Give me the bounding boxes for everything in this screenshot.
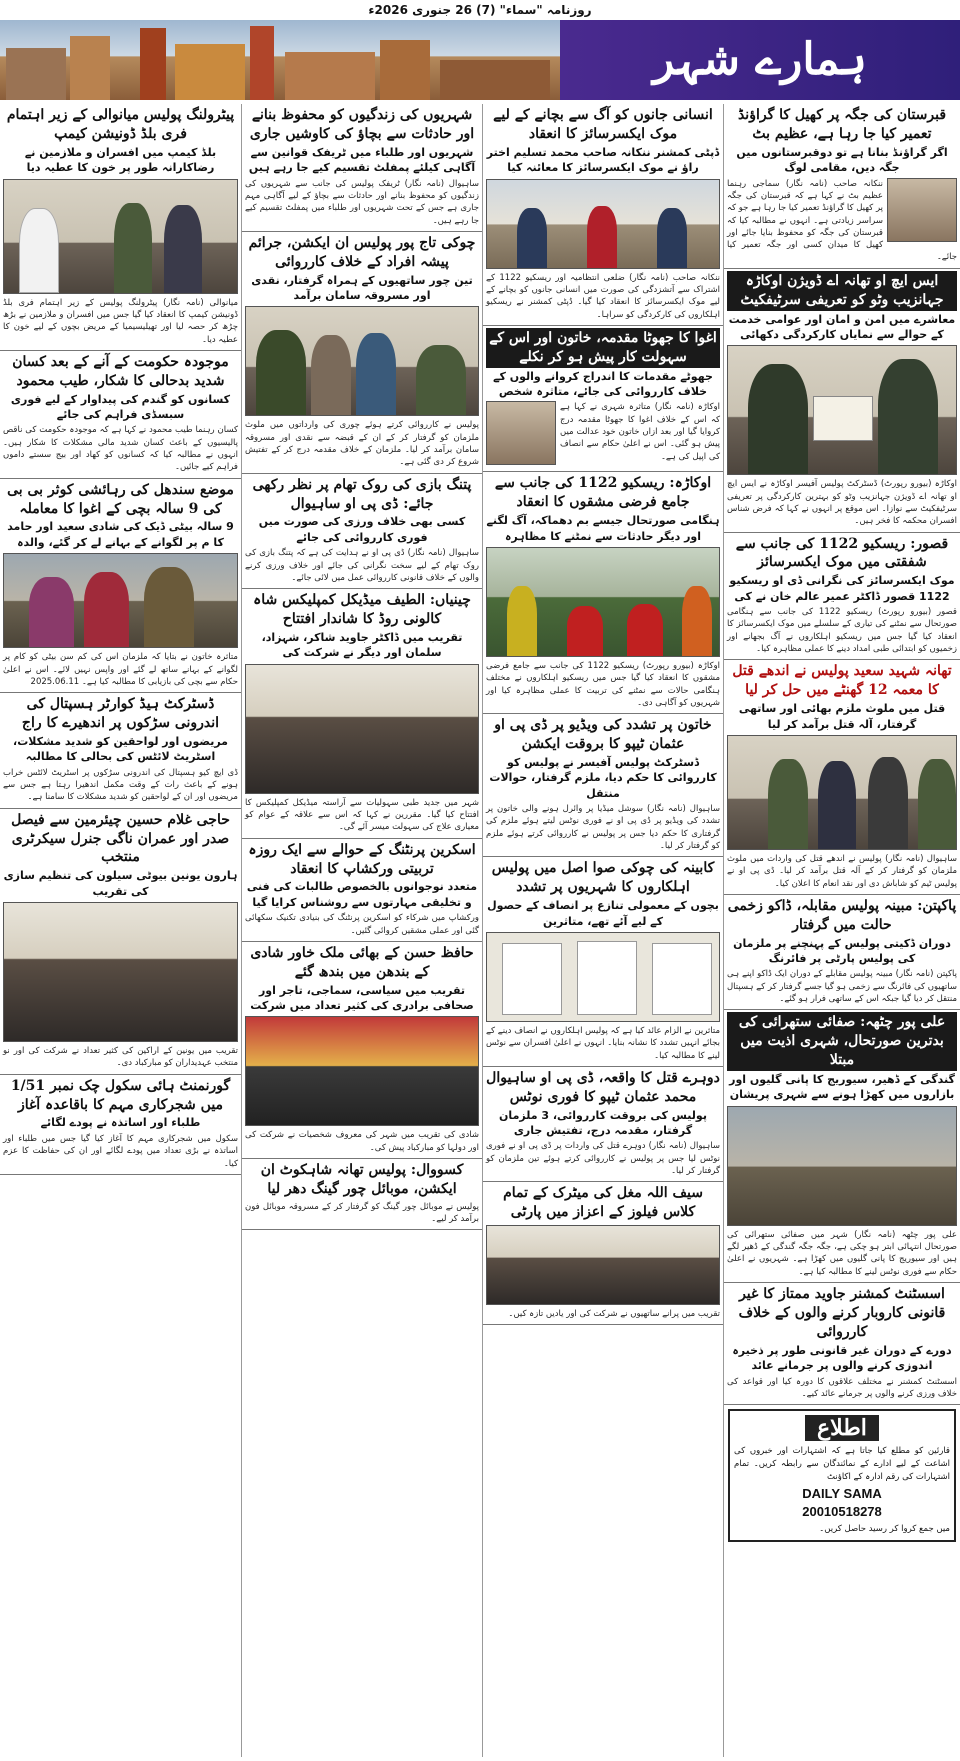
article <box>724 1283 960 1405</box>
portrait-photo <box>486 401 556 465</box>
article-body: ننکانہ صاحب (نامہ نگار) سماجی رہنما عظیم بٹ نے کہا ہے کہ قبرستان کی جگہ پر کھیل کا گراؤنڈ تعمیر کیا جا رہا ہے جو کہ سراسر زیادتی ہے۔ انہوں نے مطالبہ کیا کہ قبرستان کی جگہ کو محفوظ بنایا جائے اور کھیل کا میدان کسی اور جگہ تعمیر کیا جائے۔ <box>727 178 957 263</box>
account-number: 20010518278 <box>802 1504 882 1520</box>
headline: موجودہ حکومت کے آنے کے بعد کسان شدید بدحالی کا شکار، طیب محمود <box>12 353 229 389</box>
article-body: ساہیوال (نامہ نگار) ٹریفک پولیس کی جانب سے شہریوں کی زندگیوں کو محفوظ بنانے اور حادثات سے بچاؤ کے لیے آگاہی مہم جاری ہے جس کے تحت شہریوں اور طلباء میں پمفلٹ تقسیم کیے جا رہے ہیں۔ <box>245 178 479 226</box>
subheadline: پولیس کی بروقت کارروائی، 3 ملزمان گرفتار، مقدمہ درج، تفتیش جاری <box>499 1108 707 1138</box>
article-body: شہر میں جدید طبی سہولیات سے آراستہ میڈیکل کمپلیکس کا افتتاح کیا گیا۔ مقررین نے کہا کہ اس سے علاقہ کے عوام کو معیاری علاج کی سہولت میسر آئے گی۔ <box>245 797 479 833</box>
subheadline: جھوٹے مقدمات کا اندراج کروانے والوں کے خلاف کارروائی کی جائے، متاثرہ شخص <box>493 369 713 398</box>
garbage-street-photo <box>727 1106 957 1226</box>
subheadline: بلڈ کیمپ میں افسران و ملازمین نے رضاکارانہ طور پر خون کا عطیہ دیا <box>24 145 217 175</box>
article <box>242 942 482 1159</box>
subheadline: معاشرے میں امن و امان اور عوامی خدمت کے حوالے سے نمایاں کارکردگی دکھائی <box>728 312 956 341</box>
subheadline: تقریب میں سیاسی، سماجی، تاجر اور صحافی برادری کی کثیر تعداد میں شرکت <box>250 983 474 1012</box>
article <box>242 474 482 590</box>
article-body: ساہیوال (نامہ نگار) دوہرے قتل کی واردات پر ڈی پی او نے فوری نوٹس لیا جس پر پولیس نے کارروائی کرتے ہوئے تین ملزمان کو گرفتار کر لیا۔ <box>486 1141 720 1177</box>
article <box>242 232 482 474</box>
headline: حافظ حسن کے بھائی ملک خاور شادی کے بندھن میں بندھ گئے <box>250 944 474 980</box>
article-body: اوکاڑہ (بیورو رپورٹ) ڈسٹرکٹ پولیس آفیسر اوکاڑہ نے ایس ایچ او تھانہ اے ڈویژن جہانزیب وٹو کو بہترین کارکردگی پر تعریفی سرٹیفکیٹ سے نوازا۔ اس موقع پر انہوں نے کہا کہ فرض شناس افسران محکمہ کا فخر ہیں۔ <box>727 479 957 527</box>
article-body: تقریب میں پرانے ساتھیوں نے شرکت کی اور یادیں تازہ کیں۔ <box>508 1309 720 1320</box>
account-name: DAILY SAMA <box>802 1486 882 1502</box>
article <box>483 472 723 714</box>
article-body: پولیس نے موبائل چور گینگ کو گرفتار کر کے مسروقہ موبائل فون برآمد کر لیے۔ <box>245 1201 479 1225</box>
article <box>724 104 960 269</box>
headline: گورنمنٹ ہائی سکول چک نمبر 1/51 میں شجرکاری مہم کا باقاعدہ آغاز <box>10 1077 231 1113</box>
column-2 <box>482 104 723 1757</box>
headline: اسسٹنٹ کمشنر جاوید ممتاز کا غیر قانونی کاروبار کرنے والوں کے خلاف کارروائی <box>738 1286 946 1340</box>
notice-title: اطلاع <box>805 1415 879 1441</box>
subheadline: دورے کے دوران غیر قانونی طور پر ذخیرہ اندوزی کرنے والوں پر جرمانے عائد <box>732 1343 952 1373</box>
headline: قصور: ریسکیو 1122 کی جانب سے شفقتی میں موک ایکسرسائز <box>735 535 949 571</box>
subheadline: ہنگامی صورتحال جیسے بم دھماکہ، آگ لگنے اور دیگر حادثات سے نمٹنے کا مظاہرہ <box>486 514 720 543</box>
headline: کابینہ کی چوکی صوا اصل میں پولیس اہلکاروں کا شہریوں پر تشدد <box>491 860 715 896</box>
subheadline: 9 سالہ بیٹی ڈیک کی شادی سعید اور حامد کا م پر لگوانے کے بہانے لے کر گئے، والدہ <box>7 520 234 549</box>
subheadline: اگر گراؤنڈ بنانا ہے تو دوقبرستانوں میں جگہ دیں، مقامی لوگ <box>736 145 948 175</box>
article-body: پولیس نے کارروائی کرتے ہوئے چوری کی وارداتوں میں ملوث ملزمان کو گرفتار کر کے ان کے قبضہ سے نقدی اور مسروقہ سامان برآمد کر لیا۔ ملزمان کے خلاف مقدمہ درج کر کے تفتیش شروع کر دی گئی ہے۔ <box>245 420 479 468</box>
notice-box <box>728 1409 956 1542</box>
notice-footer: میں جمع کروا کر رسید حاصل کریں۔ <box>819 1524 950 1535</box>
article-body: ساہیوال (نامہ نگار) ڈی پی او نے ہدایت کی ہے کہ پتنگ بازی کی روک تھام کے لیے سخت نگرانی کی جائے اور خلاف ورزی کرنے والوں کے خلاف قانونی کارروائی عمل میں لائی جائے۔ <box>245 548 479 583</box>
blood-camp-photo <box>3 179 238 294</box>
rescue-drill-photo <box>486 547 720 657</box>
headline: خاتون پر تشدد کی ویڈیو پر ڈی پی او عثمان ٹیپو کا بروقت ایکشن <box>494 717 712 753</box>
subheadline: کسی بھی خلاف ورزی کی صورت میں فوری کارروائی کی جائے <box>258 515 466 544</box>
subheadline: طلباء اور اساتذہ نے پودے لگائے <box>40 1116 201 1130</box>
subheadline: متعدد نوجوانوں بالخصوص طالبات کی فنی و تخلیقی مہارتوں سے روشناس کرایا گیا <box>246 880 478 909</box>
arrested-thieves-photo <box>245 306 479 416</box>
subheadline: شہریوں اور طلباء میں ٹریفک قوانین سے آگاہی کیلئے پمفلٹ تقسیم کیے جا رہے ہیں <box>248 145 476 175</box>
masthead-banner <box>0 20 960 100</box>
headline: اوکاڑہ: ریسکیو 1122 کی جانب سے جامع فرضی مشقوں کا انعقاد <box>494 475 712 511</box>
subheadline: تین چور ساتھیوں کے ہمراہ گرفتار، نقدی اور مسروقہ سامان برآمد <box>251 273 473 302</box>
wedding-photo <box>245 1016 479 1126</box>
article-body: ورکشاپ میں شرکاء کو اسکرین پرنٹنگ کی بنیادی تکنیک سکھائی گئی اور عملی مشقیں کروائی گئیں۔ <box>245 913 479 936</box>
headline: قبرستان کی جگہ پر کھیل کا گراؤنڈ تعمیر کیا جا رہا ہے، عظیم بٹ <box>737 107 947 142</box>
article <box>0 809 241 1075</box>
article <box>483 326 723 473</box>
headline: سیف اللہ مغل کی میٹرک کے تمام کلاس فیلوز کے اعزاز میں پارٹی <box>503 1185 703 1221</box>
article-body: کسان رہنما طیب محمود نے کہا ہے کہ موجودہ حکومت کی ناقص پالیسیوں کے باعث کسان شدید مالی مشکلات کا شکار ہیں۔ انہوں نے مطالبہ کیا کہ کسانوں کو کھاد اور بیج سستے داموں فراہم کیے جائیں۔ <box>3 425 238 473</box>
headline: پاکپتن: مبینہ پولیس مقابلہ، ڈاکو زخمی حالت میں گرفتار <box>727 897 957 933</box>
article <box>483 1182 723 1325</box>
headline: اغوا کا جھوٹا مقدمہ، خاتون اور اس کے سہولت کار پیش ہو کر نکلے <box>486 328 720 368</box>
article-body: علی پور چٹھہ (نامہ نگار) شہر میں صفائی ستھرائی کی صورتحال انتہائی ابتر ہو چکی ہے، جگہ جگہ گندگی کے ڈھیر لگے ہیں اور سیوریج کا پانی گلیوں میں کھڑا ہے۔ شہریوں نے اعلیٰ حکام سے فوری نوٹس لینے کا مطالبہ کیا ہے۔ <box>727 1229 957 1277</box>
article <box>483 714 723 857</box>
headline: چوکی تاج پور پولیس ان ایکشن، جرائم پیشہ افراد کے خلاف کارروائی <box>248 234 476 270</box>
article <box>724 895 960 1011</box>
headline: حاجی غلام حسین چیئرمین سے فیصل صدر اور عمران ناگی جنرل سیکرٹری منتخب <box>11 811 230 866</box>
headline: کسووال: پولیس تھانہ شاہکوٹ ان ایکشن، موبائل چور گینگ دھر لیا <box>260 1162 464 1197</box>
article <box>0 479 241 694</box>
article-body: اوکاڑہ (نامہ نگار) متاثرہ شہری نے کہا ہے کہ اس کے خلاف اغوا کا جھوٹا مقدمہ درج کروایا گیا اور بعد ازاں خاتون خود عدالت میں پیش ہو گئی۔ اس نے اعلیٰ حکام سے انصاف کی اپیل کی ہے۔ <box>560 402 720 462</box>
article-body: ساہیوال (نامہ نگار) پولیس نے اندھے قتل کی واردات میں ملوث ملزمان کو گرفتار کر کے آلہ قتل برآمد کر لیا۔ ڈی پی او نے پولیس ٹیم کو شاباش دی اور نقد انعام کا اعلان کیا۔ <box>727 853 957 889</box>
union-group-photo <box>3 902 238 1042</box>
section-brand-title: ہمارے شہر <box>560 20 960 100</box>
family-photo <box>3 553 238 648</box>
certificate-photo <box>727 345 957 475</box>
article <box>0 351 241 479</box>
article-body: ڈی ایچ کیو ہسپتال کی اندرونی سڑکوں پر اسٹریٹ لائٹس خراب ہونے کے باعث رات کے وقت مکمل اندھیرا رہتا ہے جس سے مریضوں اور ان کے لواحقین کو شدید مشکلات کا سامنا ہے۔ <box>3 767 238 803</box>
subheadline: ڈپٹی کمشنر ننکانہ صاحب محمد تسلیم اختر راؤ نے موک ایکسرسائز کا معائنہ کیا <box>486 145 720 175</box>
article <box>242 839 482 942</box>
article-body: اوکاڑہ (بیورو رپورٹ) ریسکیو 1122 کی جانب سے جامع فرضی مشقوں کا انعقاد کیا گیا جس میں ریسکیو اہلکاروں نے مختلف ہنگامی حالات سے نمٹنے کی تربیت کا عملی مظاہرہ کیا اور شہریوں کو آگاہی دی۔ <box>486 660 720 708</box>
article <box>724 1010 960 1283</box>
article <box>242 104 482 232</box>
article <box>242 1159 482 1230</box>
headline: ایس ایچ او تھانہ اے ڈویژن اوکاڑہ جہانزیب وٹو کو تعریفی سرٹیفکیٹ <box>727 271 957 311</box>
subheadline: ڈسٹرکٹ پولیس آفیسر نے پولیس کو کارروائی کا حکم دیا، ملزم گرفتار، حوالات منتقل <box>489 755 717 800</box>
article-body: متاثرہ خاتون نے بتایا کہ ملزمان اس کی کم سن بیٹی کو کام پر لگوانے کے بہانے ساتھ لے گئے اور واپس نہیں لائے۔ اس نے اعلیٰ حکام سے بچی کی بازیابی کا مطالبہ کیا ہے۔ 2025.06.11 <box>3 652 238 687</box>
subheadline: موک ایکسرسائز کی نگرانی ڈی او ریسکیو 1122 قصور ڈاکٹر عمیر عالم خان نے کی <box>729 574 955 603</box>
subheadline: ہارون یونین بیوٹی سیلون کی تنظیم سازی کی تقریب <box>3 869 238 898</box>
article <box>0 104 241 351</box>
article-body: قصور (بیورو رپورٹ) ریسکیو 1122 کی جانب سے ہنگامی صورتحال سے نمٹنے کی تیاری کے سلسلے میں موک ایکسرسائز کا انعقاد کیا گیا جس میں ریسکیو اہلکاروں نے آگ بجھانے اور زخمیوں کو ابتدائی طبی امداد دینے کا عملی مظاہرہ کیا۔ <box>727 607 957 655</box>
subheadline: کسانوں کو گندم کی پیداوار کے لیے فوری سبسڈی فراہم کی جائے <box>10 392 231 421</box>
article-body: شادی کی تقریب میں شہر کی معروف شخصیات نے شرکت کی اور دولہا کو مبارکباد پیش کی۔ <box>245 1130 479 1153</box>
article <box>724 660 960 895</box>
column-3 <box>241 104 482 1757</box>
class-fellows-photo <box>486 1225 720 1305</box>
portrait-photo <box>887 178 957 242</box>
subheadline: گندگی کے ڈھیر، سیوریج کا پانی گلیوں اور بازاروں میں کھڑا ہونے سے شہری پریشان <box>729 1073 955 1102</box>
headline: پیٹرولنگ پولیس میانوالی کے زیر اہتمام فری بلڈ ڈونیشن کیمپ <box>6 107 235 142</box>
headline: شہریوں کی زندگیوں کو محفوظ بنانے اور حادثات سے بچاؤ کی کاوشیں جاری <box>249 107 475 142</box>
article-body: تقریب میں یونین کے اراکین کی کثیر تعداد نے شرکت کی اور نو منتخب عہدیداران کو مبارکباد دی۔ <box>3 1046 238 1069</box>
headline: چینیاں: الطیف میڈیکل کمپلیکس شاہ کالونی روڈ کا شاندار افتتاح <box>253 592 471 628</box>
subheadline: تقریب میں ڈاکٹر جاوید شاکر، شہزاد، سلمان اور دیگر نے شرکت کی <box>261 630 463 660</box>
article <box>0 693 241 809</box>
article <box>483 857 723 1067</box>
headline: تھانہ شہید سعید پولیس نے اندھے قتل کا معمہ 12 گھنٹے میں حل کر لیا <box>732 663 952 699</box>
column-1 <box>723 104 960 1757</box>
article <box>483 1067 723 1183</box>
column-4 <box>0 104 241 1757</box>
inauguration-photo <box>245 664 479 794</box>
article-body: اسسٹنٹ کمشنر نے مختلف علاقوں کا دورہ کیا اور قواعد کی خلاف ورزی کرنے والوں پر جرمانے عائد کیے۔ <box>727 1376 957 1399</box>
article <box>483 104 723 326</box>
city-landmarks-image <box>0 20 560 100</box>
fire-drill-photo <box>486 179 720 269</box>
headline: علی پور چٹھہ: صفائی ستھرائی کی بدترین صورتحال، شہری اذیت میں مبتلا <box>727 1012 957 1071</box>
article <box>242 589 482 839</box>
article <box>724 533 960 661</box>
subheadline: دوران ڈکیتی پولیس کے پہنچنے پر ملزمان کی پولیس پارٹی پر فائرنگ <box>733 936 951 966</box>
article <box>724 269 960 533</box>
dateline: روزنامہ "سماء" (7) 26 جنوری 2026ء <box>368 3 592 17</box>
article-body: ساہیوال (نامہ نگار) سوشل میڈیا پر وائرل ہونے والی خاتون پر تشدد کی ویڈیو پر ڈی پی او نے فوری نوٹس لیتے ہوئے ملزم کی گرفتاری کا حکم دیا جس پر پولیس نے کارروائی کرتے ہوئے ملزم کو گرفتار کر لیا۔ <box>486 804 720 852</box>
headline: انسانی جانوں کو آگ سے بچانے کے لیے موک ایکسرسائز کا انعقاد <box>493 107 713 142</box>
headline: موضع سندھل کی رہائشی کوثر بی بی کی 9 سالہ بچی کے اغوا کا معاملہ <box>7 481 234 517</box>
subheadline: قتل میں ملوث ملزم بھائی اور ساتھی گرفتار، آلہ قتل برآمد کر لیا <box>738 702 946 731</box>
police-arrest-photo <box>727 735 957 850</box>
headline: ڈسٹرکٹ ہیڈ کوارٹر ہسپتال کی اندرونی سڑکوں پر اندھیرے کا راج <box>21 696 220 732</box>
article-body: ننکانہ صاحب (نامہ نگار) ضلعی انتظامیہ اور ریسکیو 1122 کے اشتراک سے آتشزدگی کی صورت میں انسانی جانوں کو بچانے کے لیے موک ایکسرسائز کا انعقاد کیا گیا۔ ڈپٹی کمشنر نے ریسکیو اہلکاروں کی کارکردگی کو سراہا۔ <box>486 272 721 320</box>
article <box>0 1075 241 1175</box>
notice-body: قارئین کو مطلع کیا جاتا ہے کہ اشتہارات اور خبروں کی اشاعت کے لیے ادارے کے نمائندگان سے رابطہ کریں۔ تمام اشتہارات کی رقم ادارہ کے اکاؤنٹ <box>734 1446 950 1482</box>
subheadline: مریضوں اور لواحقین کو شدید مشکلات، اسٹریٹ لائٹس کی بحالی کا مطالبہ <box>13 734 228 764</box>
article-body: متاثرین نے الزام عائد کیا ہے کہ پولیس اہلکاروں نے انصاف دینے کے بجائے انہیں تشدد کا نشانہ بنایا۔ انہوں نے اعلیٰ افسران سے نوٹس لینے کا مطالبہ کیا۔ <box>486 1025 720 1061</box>
headline: اسکرین پرنٹنگ کے حوالے سے ایک روزہ تربیتی ورکشاپ کا انعقاد <box>248 841 476 877</box>
article-body: میانوالی (نامہ نگار) پیٹرولنگ پولیس کے زیر اہتمام فری بلڈ ڈونیشن کیمپ کا انعقاد کیا گیا جس میں افسران و ملازمین نے بڑھ چڑھ کر حصہ لیا اور تھیلیسیمیا کے مریض بچوں کے لیے خون کا عطیہ دیا۔ <box>3 297 238 345</box>
headline: دوہرے قتل کا واقعہ، ڈی پی او ساہیوال محمد عثمان ٹیپو کا فوری نوٹس <box>486 1069 720 1105</box>
subheadline: بچوں کے معمولی تنازع پر انصاف کے حصول کے لیے آئے تھے، متاثرین <box>487 899 719 928</box>
article-body: پاکپتن (نامہ نگار) مبینہ پولیس مقابلے کے دوران ایک ڈاکو اپنے ہی ساتھیوں کی فائرنگ سے زخمی ہو گیا جسے گرفتار کر کے ہسپتال منتقل کر دیا گیا جبکہ اس کے ساتھی فرار ہو گئے۔ <box>727 969 957 1005</box>
documents-photo <box>486 932 720 1022</box>
article-body: سکول میں شجرکاری مہم کا آغاز کیا گیا جس میں طلباء اور اساتذہ نے بڑی تعداد میں پودے لگائے اور ان کی حفاظت کا عزم کیا۔ <box>3 1133 238 1169</box>
headline: پتنگ بازی کی روک تھام پر نظر رکھی جائے: ڈی پی او ساہیوال <box>252 476 472 512</box>
